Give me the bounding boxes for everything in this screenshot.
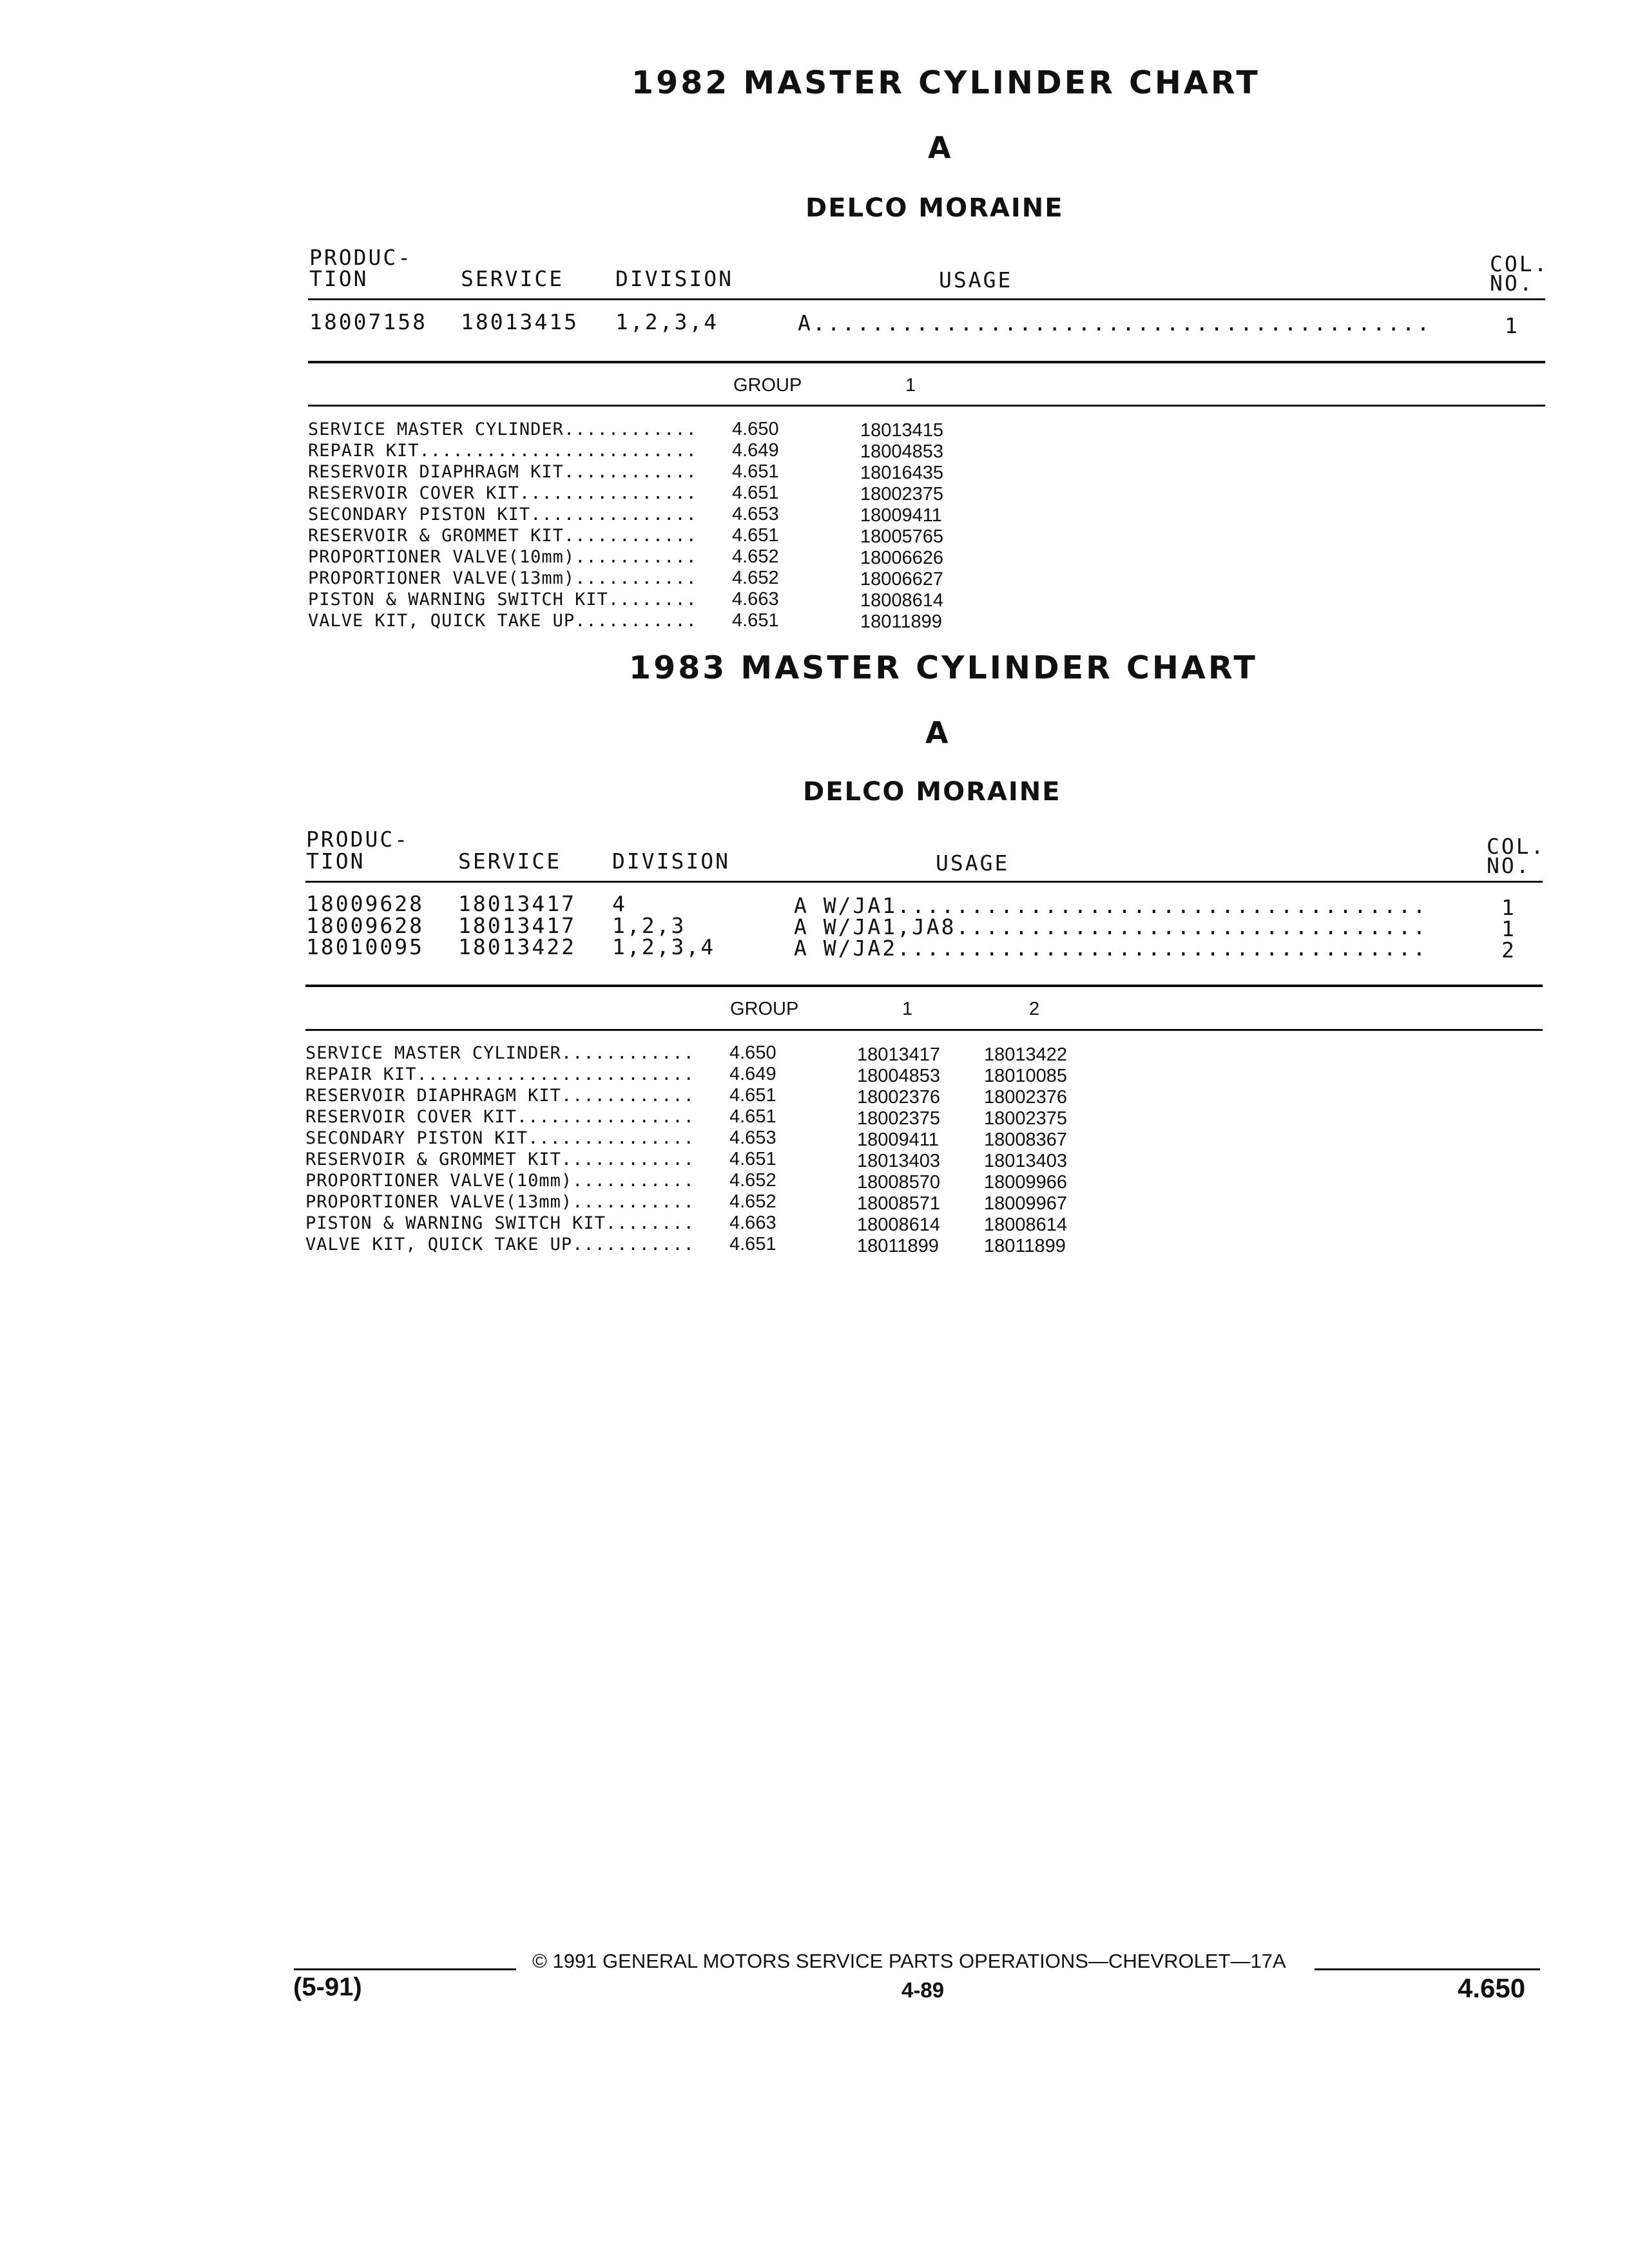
group-top-rule [308,361,1545,363]
item-group: 4.653 [732,504,779,524]
item-name: RESERVOIR & GROMMET KIT............ [308,526,697,546]
item-part-2: 18011899 [984,1236,1066,1256]
item-part-1: 18009411 [860,505,942,526]
col-number: 2 [1501,937,1516,963]
item-group: 4.650 [732,419,779,439]
header-col-line2: NO. [1490,271,1534,296]
item-group: 4.651 [729,1234,776,1254]
item-part-2: 18013403 [984,1151,1068,1171]
production-number: 18009628 [306,891,424,916]
item-name: REPAIR KIT......................... [305,1064,695,1084]
item-part-1: 18013417 [857,1044,941,1065]
item-name: PROPORTIONER VALVE(13mm)........... [308,568,697,588]
item-part-1: 18009411 [857,1129,939,1150]
service-number: 18013417 [458,891,576,916]
header-col-line1: COL. [1487,834,1546,859]
chart-1983-title: 1983 MASTER CYLINDER CHART [629,649,1258,686]
chart-1982-maker: DELCO MORAINE [805,193,1064,223]
production-number: 18010095 [306,934,424,959]
header-rule [305,881,1543,883]
usage-value: A W/JA1.................................... [794,893,1428,918]
item-name: PISTON & WARNING SWITCH KIT........ [305,1213,695,1233]
item-part-1: 18011899 [860,611,942,632]
item-part-1: 18011899 [857,1236,939,1256]
section-number: 4.650 [1458,1973,1526,2003]
item-group: 4.651 [732,483,779,503]
item-name: RESERVOIR & GROMMET KIT............ [305,1149,695,1169]
item-part-1: 18008614 [860,590,944,611]
item-part-1: 18013403 [857,1151,941,1171]
item-part-2: 18013422 [984,1044,1068,1065]
division-value: 1,2,3,4 [612,934,716,959]
item-name: PISTON & WARNING SWITCH KIT........ [308,590,697,610]
production-number: 18009628 [306,913,424,938]
header-service: SERVICE [461,266,564,291]
item-part-1: 18006627 [860,569,944,590]
item-part-1: 18004853 [860,441,944,462]
division-value: 1,2,3 [612,913,686,938]
group-bottom-rule [305,1029,1543,1031]
item-name: PROPORTIONER VALVE(13mm)........... [305,1192,695,1212]
item-part-1: 18002376 [857,1087,941,1108]
header-production-line1: PRODUC- [306,827,410,852]
group-label: GROUP [733,375,802,396]
header-production-line2: TION [309,266,369,291]
group-top-rule [305,985,1543,987]
header-col-line1: COL. [1490,251,1549,276]
item-group: 4.652 [729,1170,776,1191]
header-division: DIVISION [612,849,730,874]
item-part-2: 18002375 [984,1108,1068,1129]
copyright-line: © 1991 GENERAL MOTORS SERVICE PARTS OPERATIONS—CHEVROLET—17A [532,1950,1286,1972]
item-group: 4.650 [729,1043,776,1063]
item-name: SERVICE MASTER CYLINDER............ [308,419,697,439]
item-group: 4.649 [732,440,779,461]
item-part-1: 18002375 [857,1108,941,1129]
item-name: SERVICE MASTER CYLINDER............ [305,1043,695,1063]
group-bottom-rule [308,405,1545,407]
chart-1982-title: 1982 MASTER CYLINDER CHART [631,64,1260,101]
item-group: 4.651 [729,1085,776,1106]
item-name: PROPORTIONER VALVE(10mm)........... [308,547,697,567]
group-label: GROUP [730,999,799,1019]
item-group: 4.651 [729,1106,776,1127]
item-name: RESERVOIR COVER KIT................ [305,1107,695,1127]
chart-1983-letter: A [925,715,949,750]
item-part-1: 18008571 [857,1193,941,1214]
item-part-1: 18005765 [860,526,944,547]
item-name: PROPORTIONER VALVE(10mm)........... [305,1171,695,1191]
item-group: 4.663 [729,1213,776,1233]
item-name: RESERVOIR DIAPHRAGM KIT............ [308,462,697,482]
usage-value: A.......................................... [798,311,1432,336]
division-value: 4 [612,891,627,916]
header-service: SERVICE [458,849,562,874]
production-number: 18007158 [309,309,427,334]
item-part-2: 18008367 [984,1129,1068,1150]
date-code: (5-91) [293,1973,362,2001]
col-number: 1 [1501,916,1516,941]
item-part-2: 18010085 [984,1066,1068,1086]
group-col-2: 2 [1029,999,1040,1019]
item-group: 4.652 [732,568,779,588]
header-rule [308,298,1545,300]
service-number: 18013417 [458,913,576,938]
item-part-2: 18009966 [984,1172,1068,1193]
item-group: 4.651 [732,461,779,482]
usage-value: A W/JA1,JA8................................ [794,914,1428,939]
page-number: 4-89 [901,1978,945,2002]
item-group: 4.652 [729,1191,776,1212]
item-part-1: 18016435 [860,463,944,483]
item-name: RESERVOIR DIAPHRAGM KIT............ [305,1086,695,1106]
item-group: 4.651 [732,525,779,546]
service-number: 18013415 [461,309,579,334]
item-name: SECONDARY PISTON KIT............... [308,505,697,524]
item-group: 4.652 [732,546,779,567]
item-group: 4.663 [732,589,779,610]
item-group: 4.649 [729,1064,776,1084]
item-part-1: 18008570 [857,1172,941,1193]
header-production-line2: TION [306,849,365,874]
footer-rule-right [1315,1968,1540,1970]
item-name: SECONDARY PISTON KIT............... [305,1128,695,1148]
item-part-2: 18008614 [984,1215,1068,1235]
item-part-1: 18004853 [857,1066,941,1086]
item-name: VALVE KIT, QUICK TAKE UP........... [308,611,697,631]
header-production-line1: PRODUC- [309,245,413,270]
item-name: REPAIR KIT......................... [308,441,697,461]
item-group: 4.653 [729,1128,776,1148]
header-division: DIVISION [615,266,733,291]
header-col-line2: NO. [1487,853,1531,878]
chart-1982-letter: A [928,130,951,165]
group-col-1: 1 [905,375,916,396]
item-group: 4.651 [729,1149,776,1169]
item-part-2: 18009967 [984,1193,1068,1214]
item-part-1: 18006626 [860,548,944,568]
col-number: 1 [1505,313,1519,338]
header-usage: USAGE [936,850,1010,876]
group-col-1: 1 [902,999,913,1019]
item-part-1: 18002375 [860,484,944,505]
col-number: 1 [1501,895,1516,920]
service-number: 18013422 [458,934,576,959]
division-value: 1,2,3,4 [615,309,719,334]
item-name: RESERVOIR COVER KIT................ [308,483,697,503]
footer-rule-left [294,1968,516,1970]
item-name: VALVE KIT, QUICK TAKE UP........... [305,1235,695,1254]
item-part-1: 18013415 [860,420,944,441]
item-group: 4.651 [732,610,779,631]
usage-value: A W/JA2.................................... [794,936,1428,961]
header-usage: USAGE [939,267,1013,293]
item-part-1: 18008614 [857,1215,941,1235]
item-part-2: 18002376 [984,1087,1068,1108]
chart-1983-maker: DELCO MORAINE [803,777,1061,807]
